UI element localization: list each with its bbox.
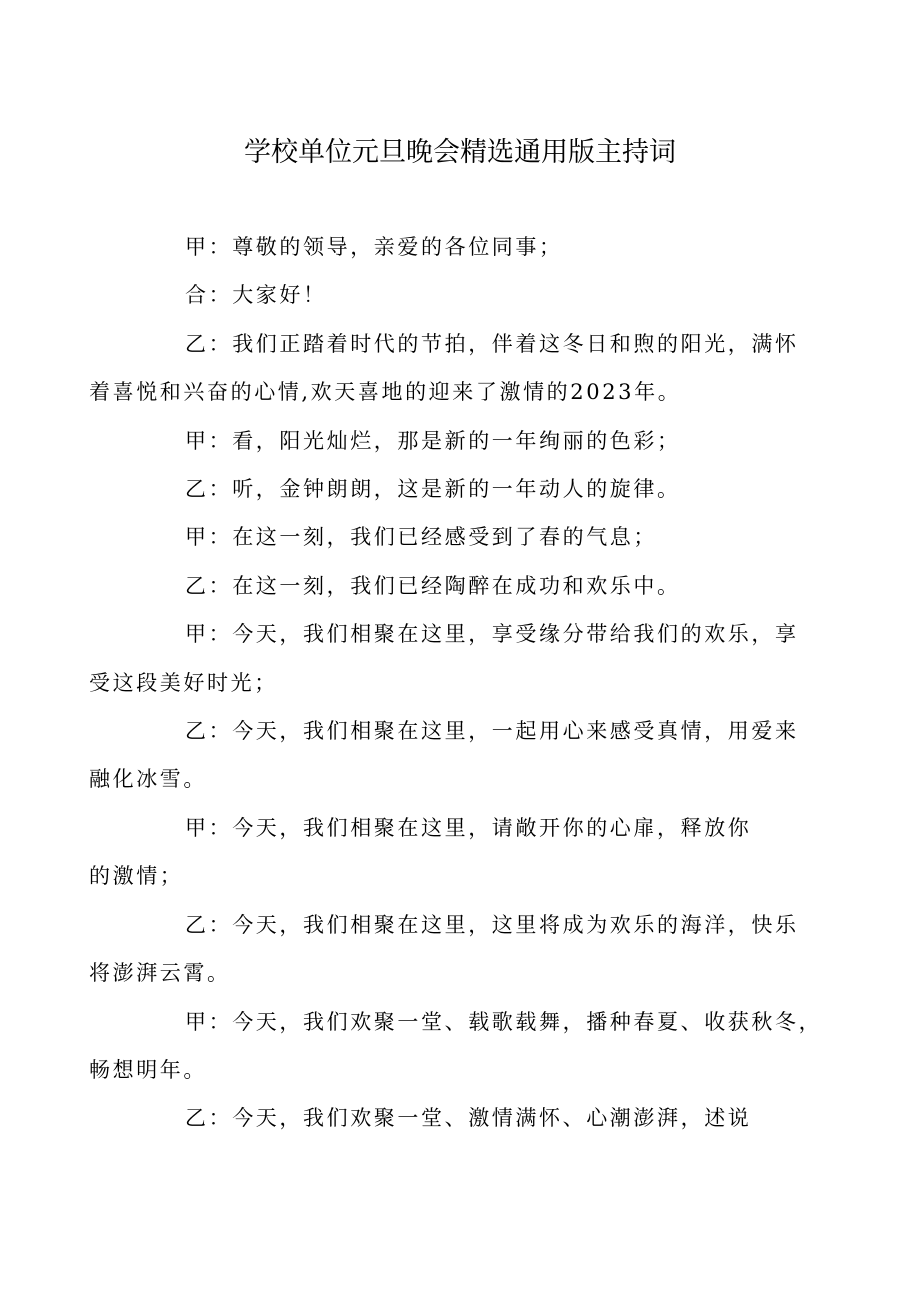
paragraph-line: 着喜悦和兴奋的心情,欢天喜地的迎来了激情的2023年。 [89,380,682,405]
paragraph [137,513,797,561]
paragraph-line: 受这段美好时光； [89,670,278,695]
paragraph-line: 甲：今天，我们相聚在这里，享受缘分带给我们的欢乐，享 [185,622,799,647]
paragraph-line: 乙：在这一刻，我们已经陶醉在成功和欢乐中。 [185,573,681,598]
paragraph-line: 乙：今天，我们相聚在这里，这里将成为欢乐的海洋，快乐 [185,912,799,937]
paragraph-line: 乙：今天，我们欢聚一堂、激情满怀、心潮澎湃，述说 [185,1106,752,1131]
paragraph-line: 乙：我们正踏着时代的节拍，伴着这冬日和煦的阳光，满怀 [185,331,799,356]
paragraph [89,320,799,417]
paragraph [89,901,799,998]
paragraph-line: 的激情； [89,864,184,889]
paragraph [89,610,799,707]
paragraph-line: 甲：今天，我们欢聚一堂、载歌载舞，播种春夏、收获秋冬， [185,1009,823,1034]
paragraph [89,804,797,901]
paragraph [137,465,797,513]
document-title: 学校单位元旦晚会精选通用版主持词 [244,137,676,168]
paragraph-line: 合：大家好！ [185,283,327,308]
paragraph-line: 甲：在这一刻，我们已经感受到了春的气息； [185,525,657,550]
paragraph [89,998,823,1095]
paragraph-line: 将澎湃云霄。 [89,961,231,986]
paragraph [137,562,797,610]
paragraph-line: 乙：听，金钟朗朗，这是新的一年动人的旋律。 [185,477,681,502]
paragraph-line: 甲：今天，我们相聚在这里，请敞开你的心扉，释放你 [185,815,752,840]
paragraph [137,271,797,319]
paragraph [137,223,797,271]
paragraph-line: 甲：尊敬的领导，亲爱的各位同事； [185,235,563,259]
paragraph [89,707,799,804]
paragraph-line: 乙：今天，我们相聚在这里，一起用心来感受真情，用爱来 [185,719,799,744]
paragraph-line: 甲：看，阳光灿烂，那是新的一年绚丽的色彩； [185,428,681,453]
paragraph-line: 融化冰雪。 [89,767,207,792]
paragraph [137,1094,797,1142]
paragraph [137,417,797,465]
document-body [89,223,823,1143]
paragraph-line: 畅想明年。 [89,1057,207,1082]
